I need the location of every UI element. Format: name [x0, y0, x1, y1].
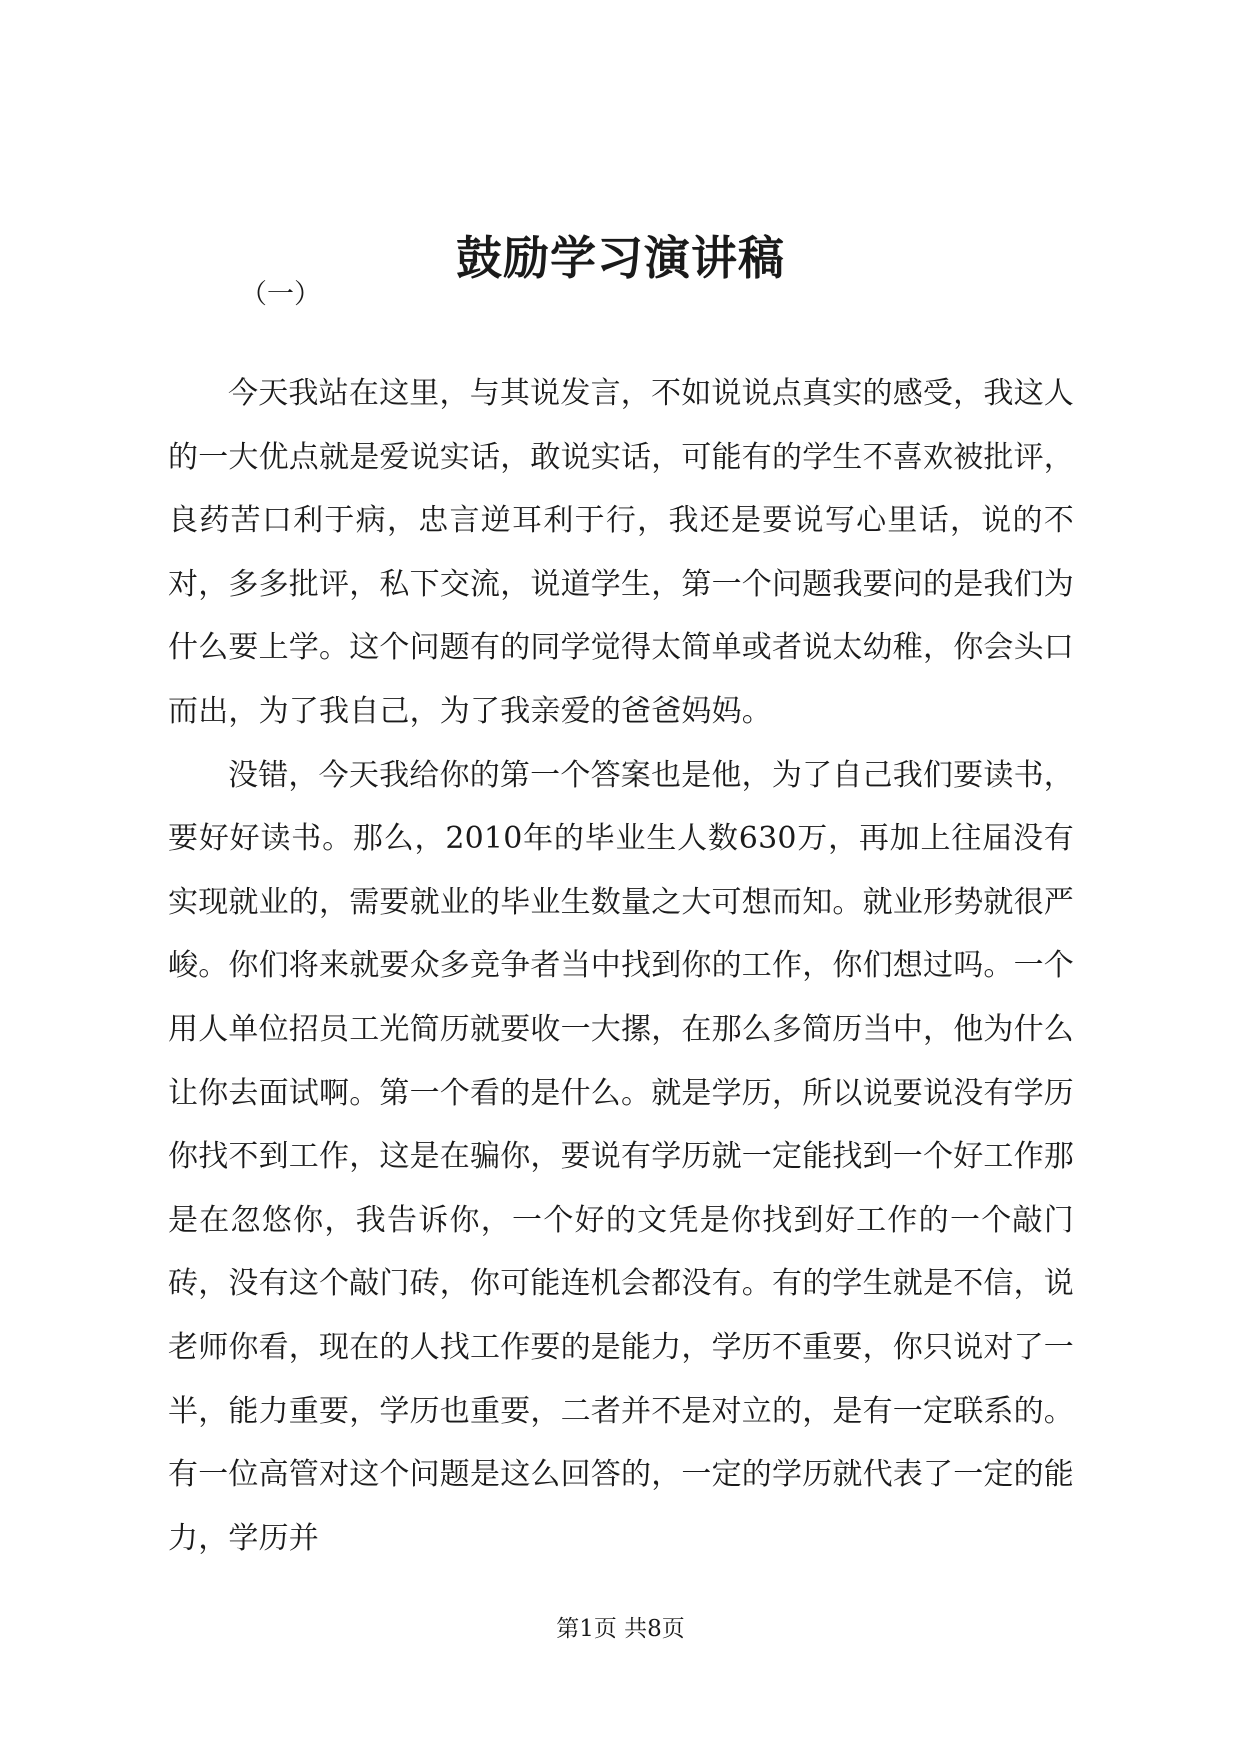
page-title: 鼓励学习演讲稿 — [456, 231, 785, 285]
paragraph-2: 没错，今天我给你的第一个答案也是他，为了自己我们要读书，要好好读书。那么，2010年的毕业生人数630万，再加上往届没有实现就业的，需要就业的毕业生数量之大可想而知。就业形势就很严峻。你们将来就要众多竞争者当中找到你的工作，你们想过吗。一个用人单位招员工光简历就要收一大摞，在那么多简历当中，他为什么让你去面试啊。第一个看的是什么。就是学历，所以说要说没有学历你找不到工作，这是在骗你，要说有学历就一定能找到一个好工作那是在忽悠你，我告诉你，一个好的文凭是你找到好工作的一个敲门砖，没有这个敲门砖，你可能连机会都没有。有的学生就是不信，说老师你看，现在的人找工作要的是能力，学历不重要，你只说对了一半，能力重要，学历也重要，二者并不是对立的，是有一定联系的。有一位高管对这个问题是这么回答的，一定的学历就代表了一定的能力，学历并 — [168, 757, 1074, 1556]
page-number-footer: 第1页 共8页 — [556, 1616, 685, 1642]
section-label: （一） — [240, 279, 321, 310]
body-text — [168, 362, 1074, 1570]
paragraph-1: 今天我站在这里，与其说发言，不如说说点真实的感受，我这人的一大优点就是爱说实话，敢说实话，可能有的学生不喜欢被批评，良药苦口利于病，忠言逆耳利于行，我还是要说写心里话，说的不对，多多批评，私下交流，说道学生，第一个问题我要问的是我们为什么要上学。这个问题有的同学觉得太简单或者说太幼稚，你会头口而出，为了我自己，为了我亲爱的爸爸妈妈。 — [168, 376, 1074, 729]
